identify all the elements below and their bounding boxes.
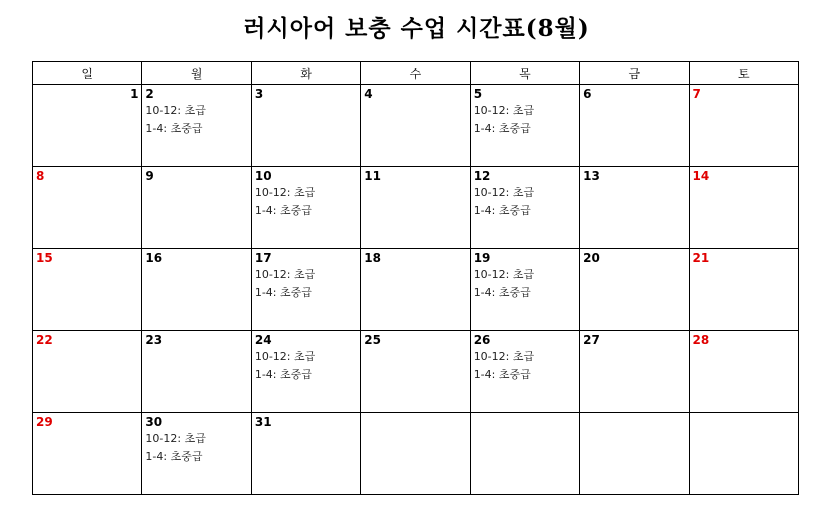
calendar-week-row bbox=[33, 413, 799, 495]
calendar-day-cell[interactable] bbox=[251, 413, 360, 495]
class-schedule-entry: 10-12: 초급 bbox=[254, 186, 316, 199]
class-schedule-entry: 10-12: 초급 bbox=[473, 186, 535, 199]
calendar-day-cell[interactable] bbox=[33, 331, 142, 413]
calendar-day-cell[interactable] bbox=[580, 85, 689, 167]
class-schedule-entry: 10-12: 초급 bbox=[254, 350, 316, 363]
calendar-day-cell[interactable] bbox=[142, 331, 251, 413]
calendar-day-cell[interactable] bbox=[361, 167, 470, 249]
day-number: 27 bbox=[583, 333, 600, 347]
weekday-header-sun: 일 bbox=[33, 62, 142, 85]
calendar-day-cell[interactable] bbox=[470, 331, 579, 413]
calendar-day-cell[interactable] bbox=[580, 413, 689, 495]
day-number bbox=[580, 413, 688, 415]
day-number bbox=[471, 413, 579, 415]
weekday-header-row bbox=[33, 62, 799, 85]
calendar-day-cell[interactable] bbox=[33, 413, 142, 495]
calendar-day-cell[interactable] bbox=[361, 249, 470, 331]
calendar-day-cell[interactable] bbox=[689, 167, 798, 249]
weekday-header-fri: 금 bbox=[580, 62, 689, 85]
day-number: 22 bbox=[36, 333, 53, 347]
calendar-day-cell[interactable] bbox=[580, 331, 689, 413]
class-schedule-entry: 1-4: 초중급 bbox=[254, 286, 312, 299]
day-number: 20 bbox=[583, 251, 600, 265]
class-schedule-entry: 1-4: 초중급 bbox=[145, 450, 203, 463]
day-number: 30 bbox=[145, 415, 163, 429]
calendar-day-cell[interactable] bbox=[251, 85, 360, 167]
day-number: 31 bbox=[254, 415, 272, 429]
weekday-header-tue: 화 bbox=[251, 62, 360, 85]
weekday-header-sat: 토 bbox=[689, 62, 798, 85]
calendar-day-cell[interactable] bbox=[470, 85, 579, 167]
day-number: 7 bbox=[692, 87, 701, 101]
calendar-body bbox=[33, 85, 799, 495]
calendar-day-cell[interactable] bbox=[689, 85, 798, 167]
page-title: 러시아어 보충 수업 시간표(8월) bbox=[243, 15, 590, 42]
calendar-day-cell[interactable] bbox=[470, 167, 579, 249]
day-number bbox=[361, 413, 469, 415]
day-number: 28 bbox=[692, 333, 710, 347]
calendar-day-cell[interactable] bbox=[689, 413, 798, 495]
class-schedule-entry: 1-4: 초중급 bbox=[473, 204, 531, 217]
calendar-week-row bbox=[33, 167, 799, 249]
day-number: 14 bbox=[692, 169, 710, 183]
day-number: 26 bbox=[473, 333, 491, 347]
class-schedule-entry: 10-12: 초급 bbox=[145, 104, 206, 117]
calendar-day-cell[interactable] bbox=[361, 85, 470, 167]
day-number: 10 bbox=[254, 169, 272, 183]
calendar-day-cell[interactable] bbox=[689, 331, 798, 413]
calendar-week-row bbox=[33, 85, 799, 167]
class-schedule-entry: 10-12: 초급 bbox=[473, 268, 535, 281]
day-number: 4 bbox=[364, 87, 373, 101]
calendar-day-cell[interactable] bbox=[142, 167, 251, 249]
calendar-day-cell[interactable] bbox=[142, 413, 251, 495]
calendar-week-row bbox=[33, 249, 799, 331]
day-number: 1 bbox=[130, 87, 139, 101]
day-number: 3 bbox=[254, 87, 264, 101]
class-schedule-entry: 10-12: 초급 bbox=[473, 350, 535, 363]
calendar-day-cell[interactable] bbox=[689, 249, 798, 331]
calendar-day-cell[interactable] bbox=[361, 413, 470, 495]
day-number: 29 bbox=[36, 415, 53, 429]
calendar-day-cell[interactable] bbox=[580, 249, 689, 331]
calendar-week-row bbox=[33, 331, 799, 413]
day-number: 2 bbox=[145, 87, 154, 101]
class-schedule-entry: 10-12: 초급 bbox=[145, 432, 206, 445]
day-number: 15 bbox=[36, 251, 53, 265]
calendar-day-cell[interactable] bbox=[142, 85, 251, 167]
day-number: 16 bbox=[145, 251, 163, 265]
calendar-day-cell[interactable] bbox=[251, 167, 360, 249]
calendar-day-cell[interactable] bbox=[470, 249, 579, 331]
day-number: 5 bbox=[473, 87, 483, 101]
day-number: 6 bbox=[583, 87, 592, 101]
day-number: 8 bbox=[36, 169, 45, 183]
calendar-day-cell[interactable] bbox=[361, 331, 470, 413]
day-number: 17 bbox=[254, 251, 272, 265]
day-number: 11 bbox=[364, 169, 381, 183]
calendar-table bbox=[32, 61, 799, 495]
day-number: 23 bbox=[145, 333, 163, 347]
calendar-day-cell[interactable] bbox=[470, 413, 579, 495]
calendar-day-cell[interactable] bbox=[251, 249, 360, 331]
day-number: 19 bbox=[473, 251, 491, 265]
day-number: 25 bbox=[364, 333, 381, 347]
day-number: 24 bbox=[254, 333, 272, 347]
calendar-day-cell[interactable] bbox=[33, 85, 142, 167]
day-number bbox=[690, 413, 798, 415]
day-number: 13 bbox=[583, 169, 600, 183]
calendar-day-cell[interactable] bbox=[33, 167, 142, 249]
weekday-header-mon: 월 bbox=[142, 62, 251, 85]
class-schedule-entry: 10-12: 초급 bbox=[254, 268, 316, 281]
class-schedule-entry: 1-4: 초중급 bbox=[473, 368, 531, 381]
day-number: 12 bbox=[473, 169, 491, 183]
class-schedule-entry: 10-12: 초급 bbox=[473, 104, 535, 117]
weekday-header-thu: 목 bbox=[470, 62, 579, 85]
calendar-day-cell[interactable] bbox=[580, 167, 689, 249]
calendar-day-cell[interactable] bbox=[142, 249, 251, 331]
class-schedule-entry: 1-4: 초중급 bbox=[254, 368, 312, 381]
day-number: 21 bbox=[692, 251, 710, 265]
class-schedule-entry: 1-4: 초중급 bbox=[145, 122, 203, 135]
day-number: 18 bbox=[364, 251, 381, 265]
calendar-day-cell[interactable] bbox=[251, 331, 360, 413]
class-schedule-entry: 1-4: 초중급 bbox=[254, 204, 312, 217]
class-schedule-entry: 1-4: 초중급 bbox=[473, 286, 531, 299]
class-schedule-entry: 1-4: 초중급 bbox=[473, 122, 531, 135]
calendar-day-cell[interactable] bbox=[33, 249, 142, 331]
day-number: 9 bbox=[145, 169, 154, 183]
weekday-header-wed: 수 bbox=[361, 62, 470, 85]
